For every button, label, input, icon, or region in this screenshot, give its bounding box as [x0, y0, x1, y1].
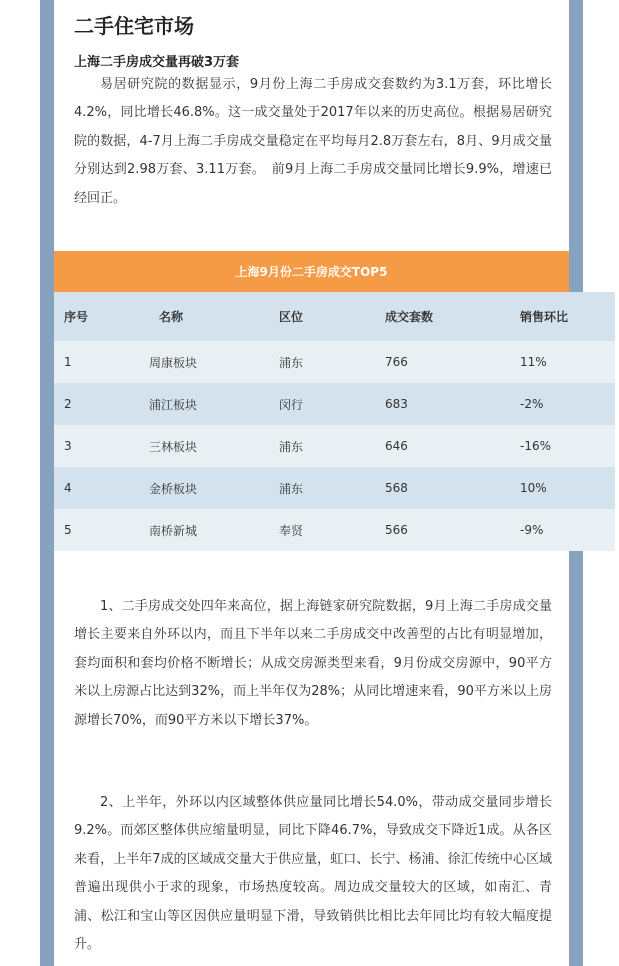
cell-district: 闵行 — [279, 383, 359, 425]
cell-district: 浦东 — [279, 467, 359, 509]
cell-index: 1 — [54, 341, 149, 383]
table-title: 上海9月份二手房成交TOP5 — [54, 251, 569, 292]
cell-mom: 11% — [520, 341, 615, 383]
header-mom: 销售环比 — [520, 292, 615, 341]
cell-name: 周康板块 — [149, 341, 279, 383]
data-table — [54, 292, 615, 551]
cell-deals: 646 — [359, 425, 520, 467]
header-index: 序号 — [54, 292, 149, 341]
cell-index: 4 — [54, 467, 149, 509]
intro-paragraph: 易居研究院的数据显示，9月份上海二手房成交套数约为3.1万套，环比增长4.2%，同比增长46.8%。这一成交量处于2017年以来的历史高位。根据易居研究院的数据，4-7月上海二手房成交量稳定在平均每月2.8万套左右，8月、9月成交量分别达到2.98万套、3.11万套。 前9月上海二手房成交量同比增长9.9%，增速已经回正。 — [74, 77, 552, 206]
top5-table — [54, 251, 569, 551]
cell-deals: 568 — [359, 467, 520, 509]
cell-district: 奉贤 — [279, 509, 359, 551]
cell-mom: 10% — [520, 467, 615, 509]
table-row — [54, 467, 615, 509]
cell-name: 南桥新城 — [149, 509, 279, 551]
article-subtitle: 上海二手房成交量再破3万套 — [74, 55, 240, 70]
cell-name: 浦江板块 — [149, 383, 279, 425]
cell-mom: -2% — [520, 383, 615, 425]
cell-district: 浦东 — [279, 425, 359, 467]
table-row — [54, 509, 615, 551]
table-row — [54, 425, 615, 467]
cell-mom: -9% — [520, 509, 615, 551]
header-deals: 成交套数 — [359, 292, 520, 341]
table-row — [54, 383, 615, 425]
cell-name: 金桥板块 — [149, 467, 279, 509]
cell-deals: 683 — [359, 383, 520, 425]
cell-index: 2 — [54, 383, 149, 425]
cell-district: 浦东 — [279, 341, 359, 383]
section-title: 二手住宅市场 — [74, 14, 194, 38]
table-header-row — [54, 292, 615, 341]
article-page — [54, 0, 569, 966]
analysis-paragraph-2: 2、上半年，外环以内区域整体供应量同比增长54.0%，带动成交量同步增长9.2%。而郊区整体供应缩量明显，同比下降46.7%，导致成交下降近1成。从各区来看，上半年7成的区域成交量大于供应量，虹口、长宁、杨浦、徐汇传统中心区域普遍出现供小于求的现象，市场热度较高。周边成交量较大的区域，如南汇、青浦、松江和宝山等区因供应量明显下滑，导致销供比相比去年同比均有较大幅度提升。 — [74, 795, 552, 953]
header-name: 名称 — [149, 292, 279, 341]
cell-deals: 566 — [359, 509, 520, 551]
header-district: 区位 — [279, 292, 359, 341]
cell-name: 三林板块 — [149, 425, 279, 467]
table-row — [54, 341, 615, 383]
outer-margin-left — [0, 0, 40, 966]
cell-mom: -16% — [520, 425, 615, 467]
left-border-bar — [40, 0, 54, 966]
cell-deals: 766 — [359, 341, 520, 383]
analysis-paragraph-1: 1、二手房成交处四年来高位，据上海链家研究院数据，9月上海二手房成交量增长主要来自外环以内，而且下半年以来二手房成交中改善型的占比有明显增加，套均面积和套均价格不断增长；从成交房源类型来看，9月份成交房源中，90平方米以上房源占比达到32%，而上半年仅为28%；从同比增速来看，90平方米以上房源增长70%，而90平方米以下增长37%。 — [74, 599, 552, 728]
cell-index: 5 — [54, 509, 149, 551]
cell-index: 3 — [54, 425, 149, 467]
